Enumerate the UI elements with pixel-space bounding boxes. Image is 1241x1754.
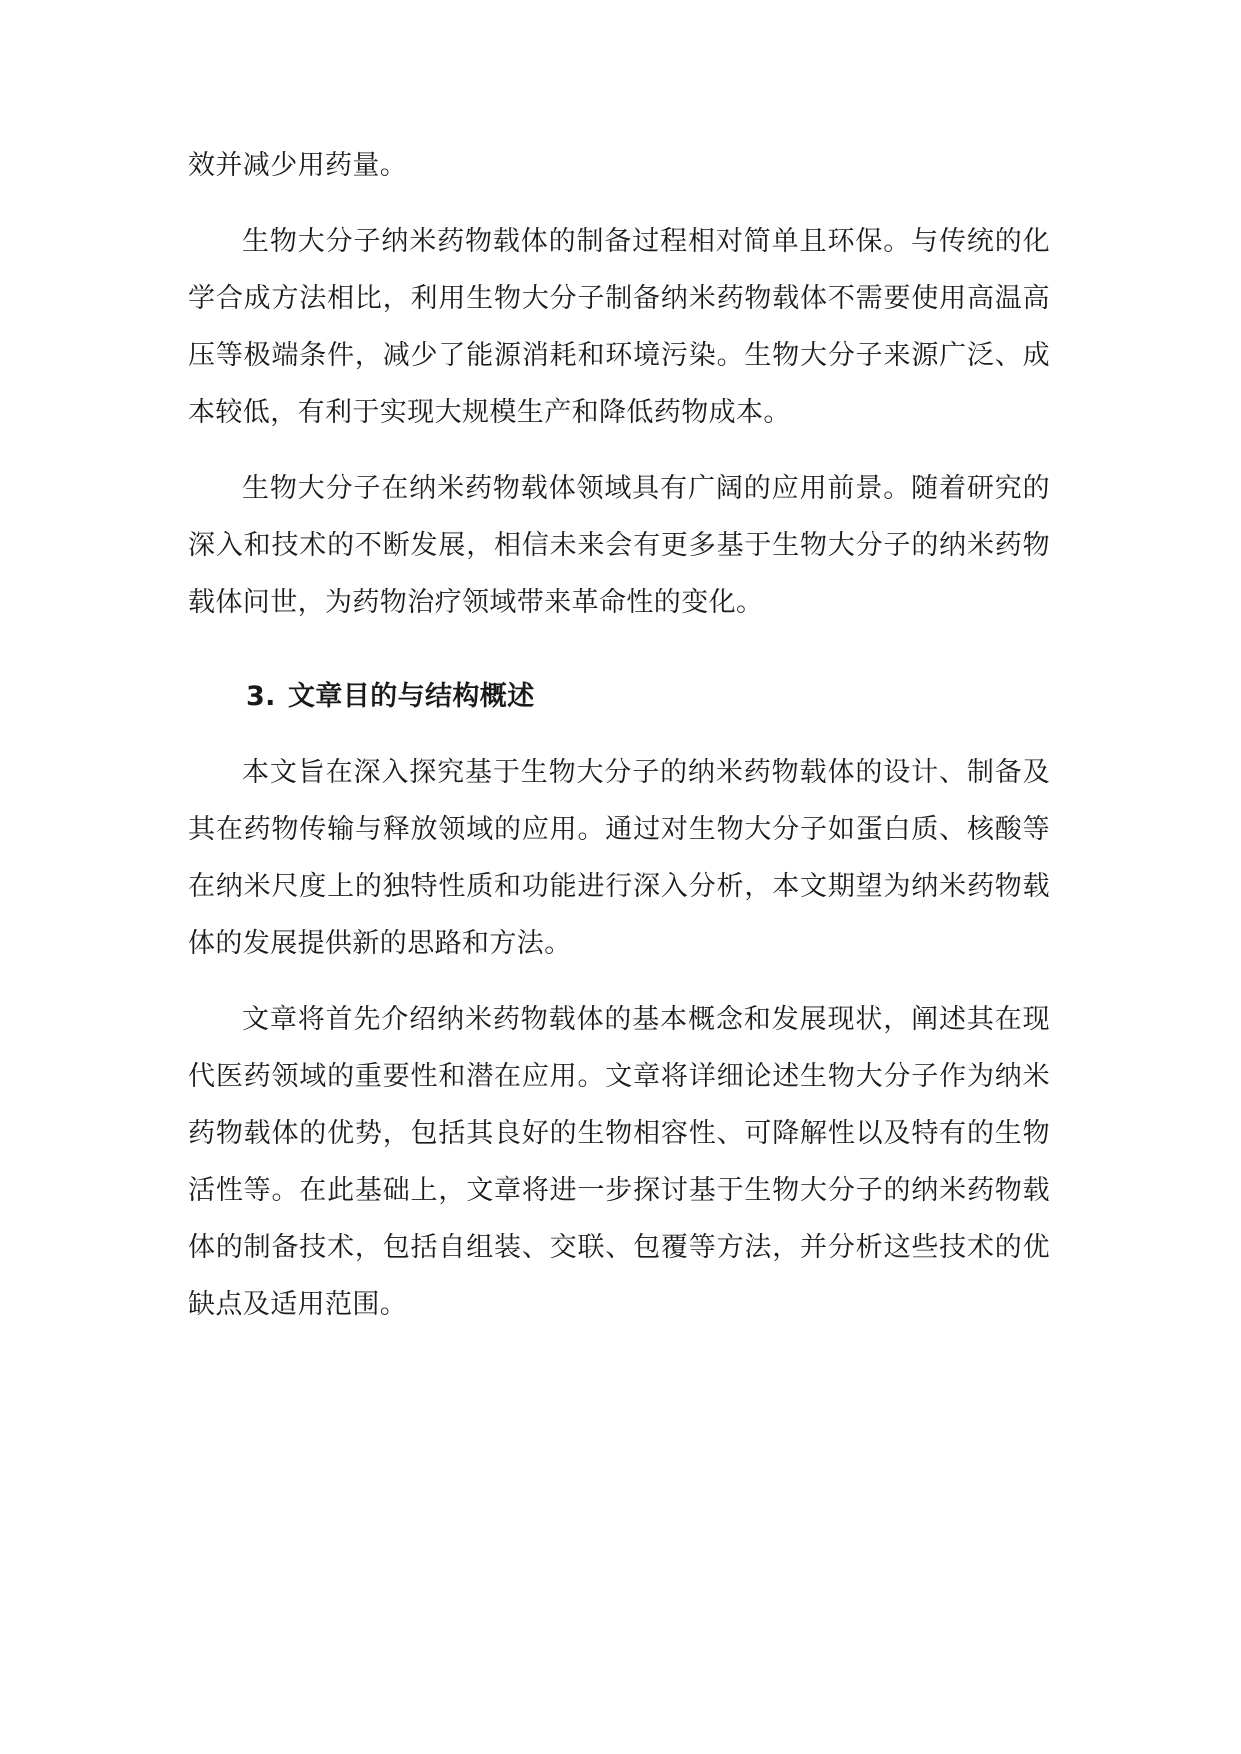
paragraph-application-prospects: 生物大分子在纳米药物载体领域具有广阔的应用前景。随着研究的深入和技术的不断发展，相信未来会有更多基于生物大分子的纳米药物载体问世，为药物治疗领域带来革命性的变化。 bbox=[188, 473, 1050, 618]
section-title: 文章目的与结构概述 bbox=[288, 681, 535, 712]
section-number: 3. bbox=[246, 681, 276, 712]
document-body bbox=[188, 137, 1050, 1352]
section-heading bbox=[188, 668, 1050, 725]
paragraph-continuation: 效并减少用药量。 bbox=[188, 150, 408, 181]
paragraph-article-purpose: 本文旨在深入探究基于生物大分子的纳米药物载体的设计、制备及其在药物传输与释放领域的应用。通过对生物大分子如蛋白质、核酸等在纳米尺度上的独特性质和功能进行深入分析，本文期望为纳米药物载体的发展提供新的思路和方法。 bbox=[188, 757, 1050, 959]
paragraph-preparation-process: 生物大分子纳米药物载体的制备过程相对简单且环保。与传统的化学合成方法相比，利用生物大分子制备纳米药物载体不需要使用高温高压等极端条件，减少了能源消耗和环境污染。生物大分子来源广泛、成本较低，有利于实现大规模生产和降低药物成本。 bbox=[188, 226, 1050, 428]
paragraph-article-structure: 文章将首先介绍纳米药物载体的基本概念和发展现状，阐述其在现代医药领域的重要性和潜在应用。文章将详细论述生物大分子作为纳米药物载体的优势，包括其良好的生物相容性、可降解性以及特有的生物活性等。在此基础上，文章将进一步探讨基于生物大分子的纳米药物载体的制备技术，包括自组装、交联、包覆等方法，并分析这些技术的优缺点及适用范围。 bbox=[188, 1004, 1050, 1320]
